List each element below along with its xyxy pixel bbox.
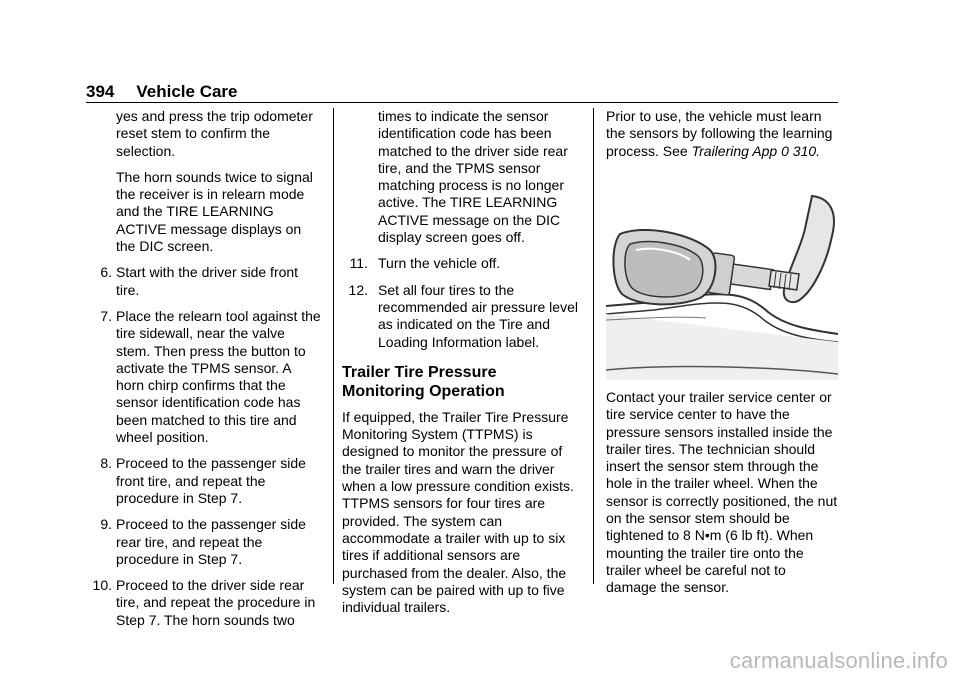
step-text: Set all four tires to the recommended air pressure level as indicated on the Tire and Loading Information label. (378, 281, 578, 350)
step-text: Turn the vehicle off. (378, 255, 501, 272)
step-text: Proceed to the passenger side rear tire, and repeat the procedure in Step 7. (116, 516, 306, 567)
tpms-sensor-illustration (606, 194, 838, 380)
intro-text: Prior to use, the vehicle must learn the sensors by following the learning process. See (606, 108, 833, 159)
list-item (86, 308, 322, 446)
paragraph: If equipped, the Trailer Tire Pressure Monitoring System (TTPMS) is designed to monitor the pressure of the trailer tires and warn the driver when a low pressure condition exists. TTPMS sensors for four tires are provided. The system can accommodate a trailer with up to six tires if additional sensors are purchased from the dealer. Also, the system can be paired with up to five individual trailers. (342, 408, 574, 616)
paragraph: The horn sounds twice to signal the receiver is in relearn mode and the TIRE LEARNING ACTIVE message displays on the DIC screen. (116, 168, 313, 255)
step-number: 8. (100, 455, 112, 472)
paragraph: yes and press the trip odometer reset stem to confirm the selection. (116, 108, 313, 159)
paragraph (606, 108, 840, 160)
paragraph: Contact your trailer service center or tire service center to have the pressure sensors installed inside the trailer tires. The technician should insert the sensor stem through the hole in the trailer wheel. When the sensor is correctly positioned, the nut on the sensor stem should be tightened to 8 N•m (6 lb ft). When mounting the trailer tire onto the trailer wheel be careful not to damage the sensor. (606, 389, 838, 596)
section-heading: Trailer Tire Pressure Monitoring Operation (342, 363, 505, 400)
step-number: 10. (92, 577, 112, 594)
list-item (86, 577, 322, 629)
paragraph: times to indicate the sensor identification code has been matched to the driver side rear tire, and the TPMS sensor matching process is no longer active. The TIRE LEARNING ACTIVE message on the DIC display screen goes off. (378, 108, 568, 246)
step-text: Place the relearn tool against the tire sidewall, near the valve stem. Then press the button to activate the TPMS sensor. A horn chirp confirms that the sensor identification code has been matched to this tire and wheel position. (116, 307, 321, 446)
column-divider (593, 108, 594, 584)
step-number: 6. (100, 264, 112, 281)
header-rule (86, 102, 838, 103)
reference-link[interactable]: Trailering App (691, 142, 778, 159)
step-number: 7. (100, 307, 112, 324)
column-3-lower (606, 389, 840, 606)
column-3 (606, 108, 840, 169)
list-item (86, 264, 322, 299)
watermark: carmanualsonline.info (729, 648, 948, 673)
step-text: Proceed to the driver side rear tire, and repeat the procedure in Step 7. The horn sounds two (116, 577, 316, 628)
reference-page: 310. (792, 142, 821, 159)
list-item (86, 516, 322, 568)
section-title: Vehicle Care (136, 82, 238, 101)
column-1 (86, 108, 322, 638)
column-2 (342, 108, 578, 625)
page-reference-icon: 0 (781, 142, 789, 159)
step-text: Start with the driver side front tire. (116, 264, 299, 298)
column-divider (333, 108, 334, 584)
list-item (342, 255, 578, 272)
step-number: 12. (348, 281, 368, 298)
sensor-drawing (606, 194, 838, 380)
page-number: 394 (86, 82, 115, 101)
step-number: 11. (349, 255, 368, 272)
step-text: Proceed to the passenger side front tire, and repeat the procedure in Step 7. (116, 455, 306, 506)
list-item (342, 282, 578, 351)
step-number: 9. (100, 516, 112, 533)
list-item (86, 455, 322, 507)
page-header (86, 82, 238, 102)
